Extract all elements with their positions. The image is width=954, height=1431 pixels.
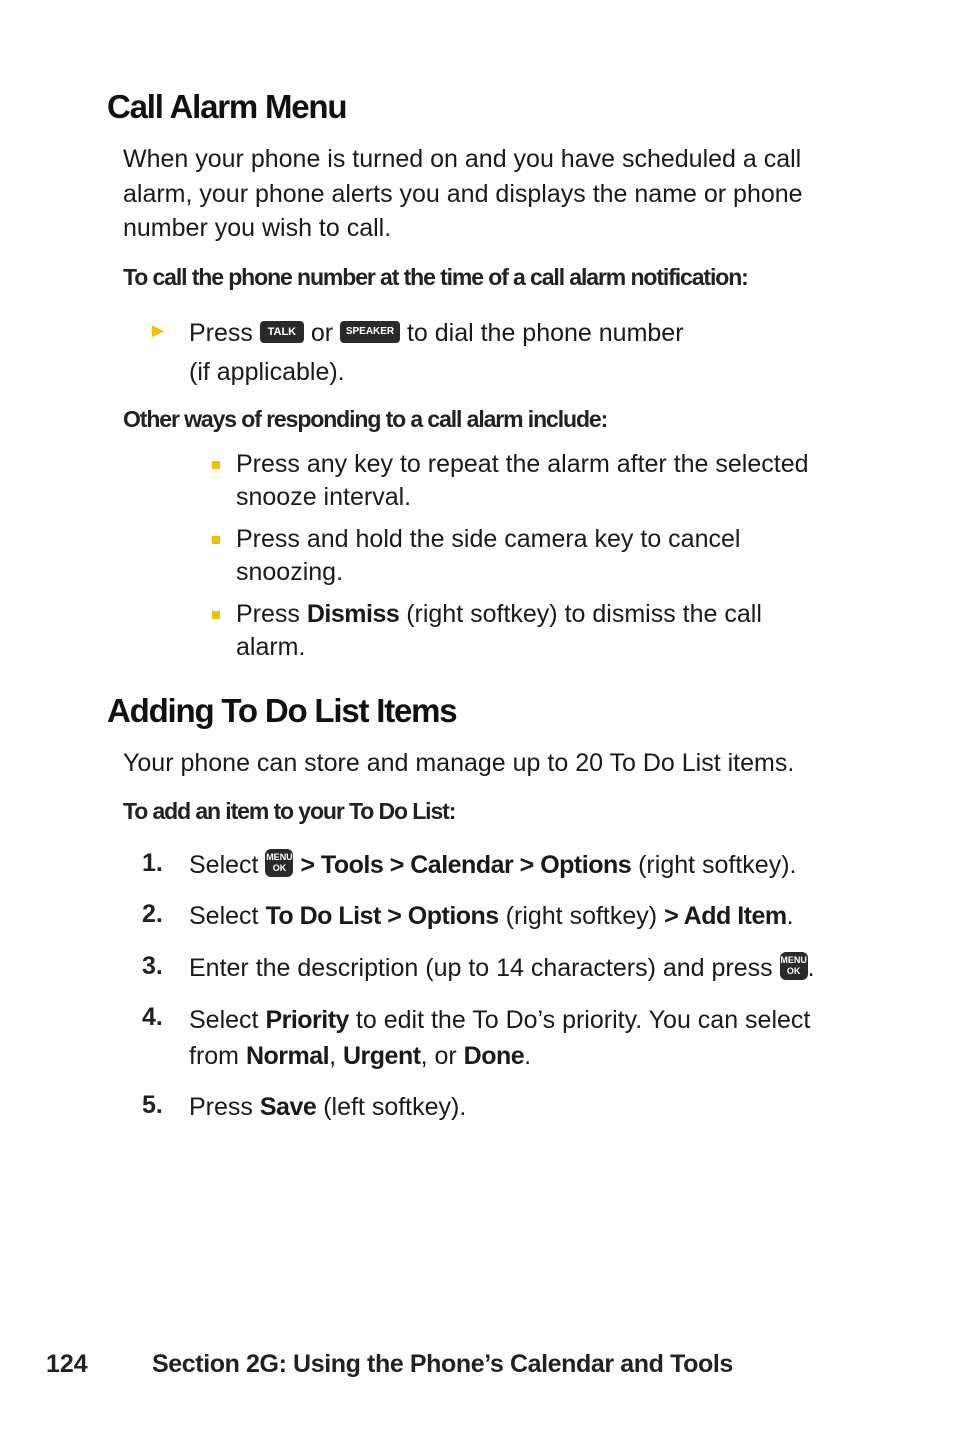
step-number: 2. <box>142 900 163 928</box>
step-number: 1. <box>142 849 163 877</box>
call-alarm-intro <box>123 142 883 246</box>
section-footer-title: Section 2G: Using the Phone’s Calendar and Tools <box>152 1350 733 1378</box>
square-bullet-icon <box>212 461 220 469</box>
lead-other-ways: Other ways of responding to a call alarm include: <box>123 406 608 432</box>
bullet-item: Press and hold the side camera key to cancel snoozing. <box>236 525 741 586</box>
bullet-item: Press any key to repeat the alarm after the selected snooze interval. <box>236 450 809 511</box>
bullet-item: Press Dismiss (right softkey) to dismiss the call alarm. <box>236 600 762 661</box>
step-number: 3. <box>142 952 163 980</box>
intro-line: When your phone is turned on and you have scheduled a call <box>123 145 802 173</box>
step-number: 4. <box>142 1003 163 1031</box>
intro-line: alarm, your phone alerts you and displays the name or phone <box>123 179 803 208</box>
lead-add-item: To add an item to your To Do List: <box>123 798 456 824</box>
step-number: 5. <box>142 1091 163 1119</box>
speaker-key-icon: SPEAKER <box>340 321 400 343</box>
square-bullet-icon <box>212 536 220 544</box>
talk-key-icon: TALK <box>260 321 304 343</box>
step-1: Select MENU OK > Tools > Calendar > Options (right softkey). <box>189 851 797 879</box>
section-heading-call-alarm: Call Alarm Menu <box>107 88 347 125</box>
menu-ok-key-icon: MENU OK <box>780 952 808 980</box>
step-2: Select To Do List > Options (right softkey) > Add Item. <box>189 902 794 930</box>
call-step: Press TALK or SPEAKER to dial the phone number (if applicable). <box>189 319 684 386</box>
step-4: Select Priority to edit the To Do’s priority. You can select from Normal, Urgent, or Done. <box>189 1006 811 1070</box>
lead-call-number: To call the phone number at the time of a call alarm notification: <box>123 264 748 290</box>
step-3: Enter the description (up to 14 characters) and press MENU OK . <box>189 954 815 982</box>
intro-line: number you wish to call. <box>123 214 392 242</box>
square-bullet-icon <box>212 611 220 619</box>
page-number: 124 <box>46 1350 88 1378</box>
section-heading-todo: Adding To Do List Items <box>107 692 457 729</box>
todo-intro: Your phone can store and manage up to 20 To Do List items. <box>123 749 795 777</box>
menu-ok-key-icon: MENU OK <box>265 849 293 877</box>
arrow-bullet-icon: ► <box>148 320 168 342</box>
step-5: Press Save (left softkey). <box>189 1093 467 1121</box>
